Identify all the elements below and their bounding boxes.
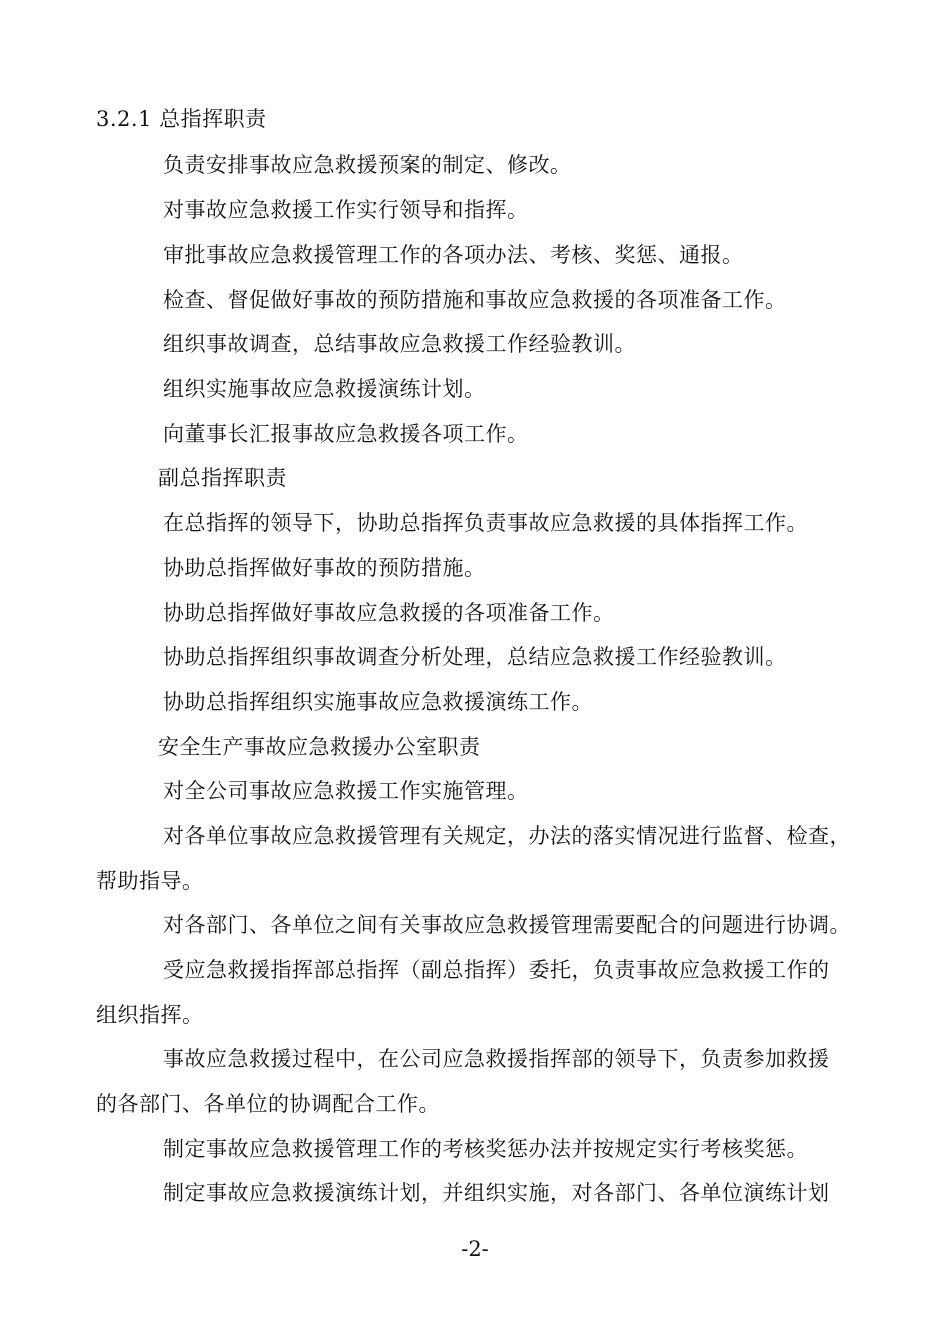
office-duty-4-line2: 组织指挥。 (96, 1003, 204, 1027)
office-duty-2-line1: 对各单位事故应急救援管理有关规定，办法的落实情况进行监督、检查， (163, 824, 851, 848)
office-duty-7-line1: 制定事故应急救援演练计划，并组织实施，对各部门、各单位演练计划 (163, 1181, 830, 1205)
office-duty-5-line1: 事故应急救援过程中，在公司应急救援指挥部的领导下，负责参加救援 (163, 1047, 830, 1071)
chief-duty-3: 审批事故应急救援管理工作的各项办法、考核、奖惩、通报。 (163, 243, 744, 267)
office-duty-5-line2: 的各部门、各单位的协调配合工作。 (96, 1092, 440, 1116)
section-heading: 3.2.1 总指挥职责 (96, 107, 267, 131)
deputy-duty-3: 协助总指挥做好事故应急救援的各项准备工作。 (163, 601, 615, 625)
office-duty-2-line2: 帮助指导。 (96, 869, 204, 893)
page-number: -2- (461, 1237, 489, 1261)
office-duty-4-line1: 受应急救援指挥部总指挥（副总指挥）委托，负责事故应急救援工作的 (163, 958, 830, 982)
chief-duty-7: 向董事长汇报事故应急救援各项工作。 (163, 422, 529, 446)
chief-duty-6: 组织实施事故应急救援演练计划。 (163, 377, 486, 401)
chief-duty-2: 对事故应急救援工作实行领导和指挥。 (163, 198, 529, 222)
office-duty-6: 制定事故应急救援管理工作的考核奖惩办法并按规定实行考核奖惩。 (163, 1137, 808, 1161)
chief-duty-5: 组织事故调查，总结事故应急救援工作经验教训。 (163, 332, 636, 356)
office-heading: 安全生产事故应急救援办公室职责 (158, 735, 481, 759)
deputy-duty-1: 在总指挥的领导下，协助总指挥负责事故应急救援的具体指挥工作。 (163, 511, 808, 535)
deputy-duty-4: 协助总指挥组织事故调查分析处理，总结应急救援工作经验教训。 (163, 645, 787, 669)
office-duty-1: 对全公司事故应急救援工作实施管理。 (163, 779, 529, 803)
chief-duty-1: 负责安排事故应急救援预案的制定、修改。 (163, 153, 572, 177)
chief-duty-4: 检查、督促做好事故的预防措施和事故应急救援的各项准备工作。 (163, 288, 787, 312)
deputy-duty-5: 协助总指挥组织实施事故应急救援演练工作。 (163, 690, 593, 714)
deputy-duty-2: 协助总指挥做好事故的预防措施。 (163, 556, 486, 580)
deputy-heading: 副总指挥职责 (158, 466, 287, 490)
office-duty-3: 对各部门、各单位之间有关事故应急救援管理需要配合的问题进行协调。 (163, 913, 851, 937)
